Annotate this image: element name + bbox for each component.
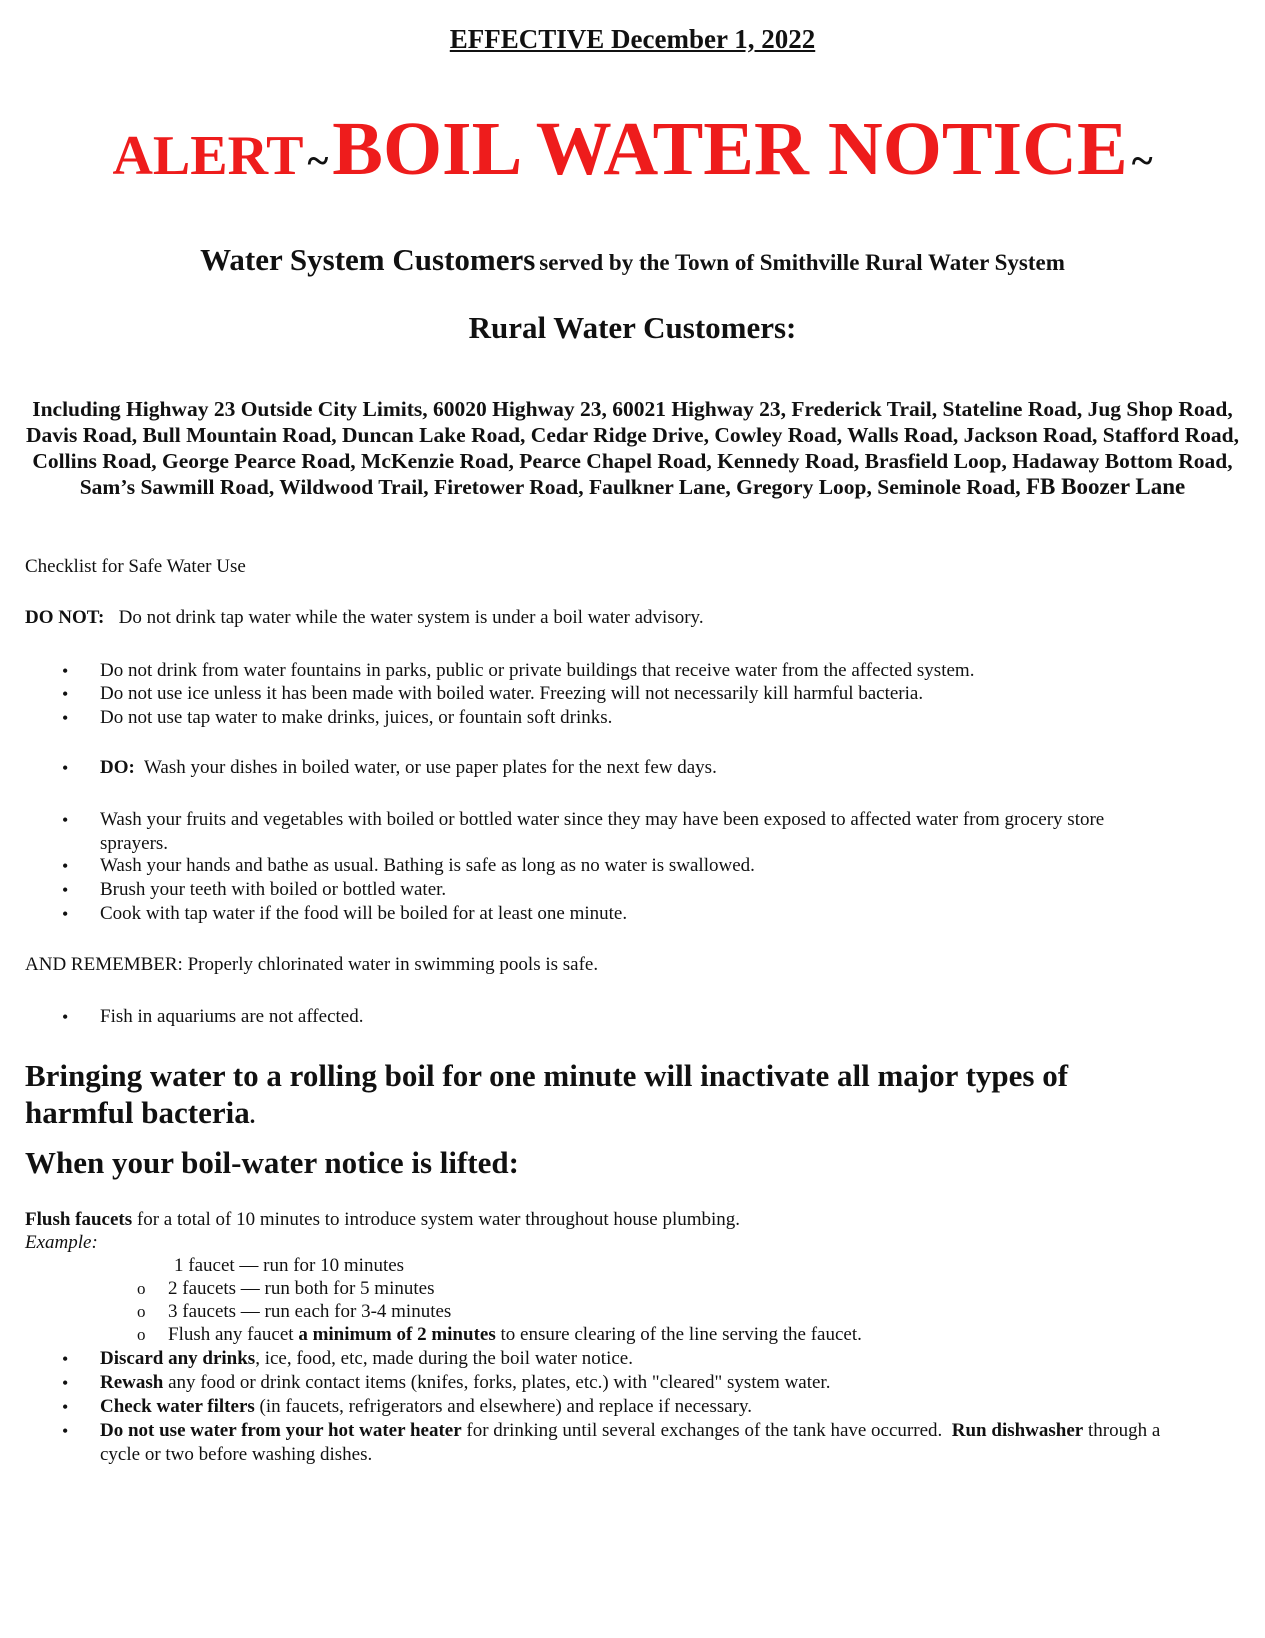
circle-bullet-icon: o (137, 1279, 146, 1298)
bullet-icon: • (62, 856, 69, 876)
lifted-heading: When your boil-water notice is lifted: (25, 1145, 519, 1180)
bullet-icon: • (62, 1373, 69, 1393)
circle-bullet-icon: o (137, 1302, 146, 1321)
after-item (100, 1395, 1160, 1419)
bullet-icon: • (62, 684, 69, 704)
after-item-bold: Discard any drinks (100, 1348, 256, 1369)
served-small: served by the Town of Smithville Rural Water System (539, 250, 1065, 275)
remember-line: AND REMEMBER: Properly chlorinated water in swimming pools is safe. (25, 954, 599, 975)
after-item-bold: Check water filters (100, 1396, 255, 1417)
flush-any-pre: Flush any faucet (168, 1324, 294, 1345)
alert-title (0, 106, 1265, 193)
circle-bullet-icon: o (137, 1325, 146, 1344)
hot-water-item (100, 1419, 1180, 1467)
bullet-icon: • (62, 904, 69, 924)
do-line (100, 756, 1160, 780)
bullet-icon: • (62, 1397, 69, 1417)
bullet-icon: • (62, 880, 69, 900)
bullet-icon: • (62, 708, 69, 728)
served-big: Water System Customers (200, 242, 536, 277)
do-item: Wash your hands and bathe as usual. Bathing is safe as long as no water is swallowed. (100, 855, 755, 876)
tilde-left: ~ (307, 138, 329, 183)
hot-water-bold: Do not use water from your hot water heater (100, 1420, 462, 1441)
flush-any-item (168, 1323, 862, 1347)
fish-item: Fish in aquariums are not affected. (100, 1006, 364, 1027)
after-item (100, 1371, 1160, 1395)
do-not-line (25, 606, 704, 630)
roads-text: Including Highway 23 Outside City Limits, 60020 Highway 23, 60021 Highway 23, Frederick Trail, Stateline Road, Jug Shop Road, Davis Road, Bull Mountain Road, Duncan Lake Road, Cedar Ridge Drive, Cowley Road, Walls Road, Jackson Road, Stafford Road, Collins Road, George Pearce Road, McKenzie Road, Pearce Chapel Road, Kennedy Road, Brasfield Loop, Hadaway Bottom Road, Sam’s Sawmill Road, Wildwood Trail, Firetower Road, Faulkner Lane, Gregory Loop, Seminole Road, (26, 397, 1239, 499)
alert-word: ALERT (112, 125, 304, 187)
example-item: 1 faucet — run for 10 minutes (174, 1255, 405, 1276)
checklist-title: Checklist for Safe Water Use (25, 556, 246, 577)
boil-heading-period: . (249, 1103, 256, 1128)
after-item-text: , ice, food, etc, made during the boil water notice. (255, 1348, 633, 1369)
flush-bold: Flush faucets (25, 1209, 133, 1230)
served-line (0, 242, 1265, 278)
flush-any-post: to ensure clearing of the line serving the faucet. (500, 1324, 862, 1345)
dishwasher-bold: Run dishwasher (951, 1420, 1084, 1441)
bullet-icon: • (62, 1421, 69, 1441)
bullet-icon: • (62, 1349, 69, 1369)
do-not-item: Do not drink from water fountains in parks, public or private buildings that receive water from the affected system. (100, 660, 975, 681)
do-not-item: Do not use ice unless it has been made with boiled water. Freezing will not necessarily kill harmful bacteria. (100, 683, 924, 704)
do-not-item: Do not use tap water to make drinks, juices, or fountain soft drinks. (100, 707, 613, 728)
do-item: Brush your teeth with boiled or bottled water. (100, 879, 447, 900)
flush-text: for a total of 10 minutes to introduce system water throughout house plumbing. (136, 1209, 741, 1230)
roads-last: FB Boozer Lane (1025, 474, 1186, 499)
do-label: DO: (100, 757, 135, 778)
boil-water-notice-word: BOIL WATER NOTICE (332, 107, 1128, 191)
bullet-icon: • (62, 1007, 69, 1027)
effective-date: EFFECTIVE December 1, 2022 (449, 24, 816, 54)
example-item: 2 faucets — run both for 5 minutes (168, 1278, 435, 1299)
after-item (100, 1347, 1160, 1371)
after-item-text: any food or drink contact items (knifes, forks, plates, etc.) with "cleared" system water. (168, 1372, 831, 1393)
rural-heading: Rural Water Customers: (468, 310, 797, 345)
example-item: 3 faucets — run each for 3-4 minutes (168, 1301, 452, 1322)
bullet-icon: • (62, 661, 69, 681)
do-text: Wash your dishes in boiled water, or use paper plates for the next few days. (144, 757, 717, 778)
flush-line (25, 1208, 740, 1232)
boil-heading-text: Bringing water to a rolling boil for one minute will inactivate all major types of harmful bacteria (25, 1058, 1069, 1130)
do-not-label: DO NOT: (25, 607, 105, 628)
roads-list (24, 396, 1241, 500)
do-item: Wash your fruits and vegetables with boiled or bottled water since they may have been exposed to affected water from grocery store sprayers. (100, 809, 1105, 854)
do-not-text: Do not drink tap water while the water system is under a boil water advisory. (118, 607, 704, 628)
after-item-bold: Rewash (100, 1372, 164, 1393)
flush-any-bold: a minimum of 2 minutes (298, 1324, 496, 1345)
tilde-right: ~ (1131, 138, 1153, 183)
boil-heading (25, 1057, 1155, 1134)
bullet-icon: • (62, 810, 69, 830)
hot-water-text: for drinking until several exchanges of the tank have occurred. (466, 1420, 943, 1441)
example-label: Example: (25, 1232, 98, 1253)
bullet-icon: • (62, 758, 69, 778)
dishwasher-text: through a cycle or two before washing dishes. (100, 1420, 1161, 1465)
do-item: Cook with tap water if the food will be boiled for at least one minute. (100, 903, 628, 924)
after-item-text: (in faucets, refrigerators and elsewhere) and replace if necessary. (259, 1396, 753, 1417)
